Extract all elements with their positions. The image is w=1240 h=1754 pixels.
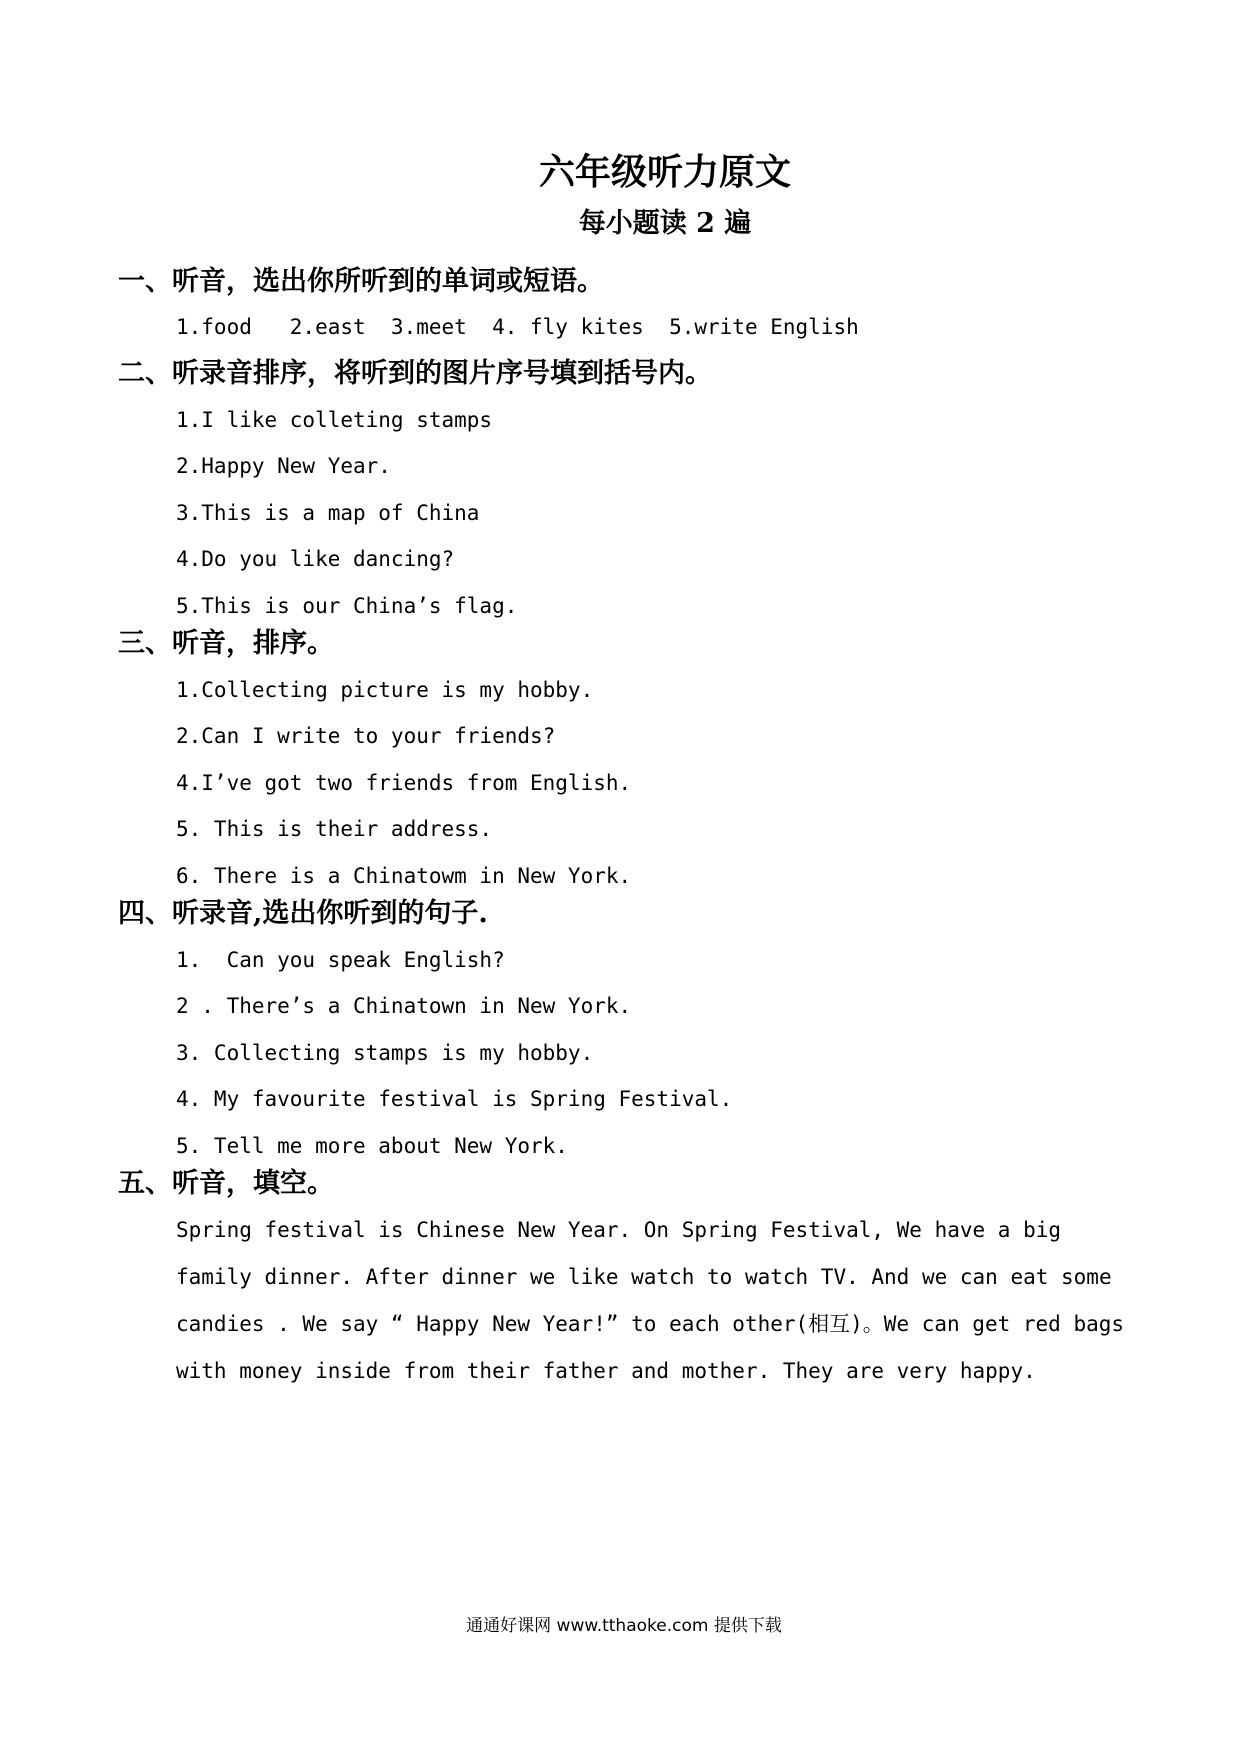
section-3-line-3: 4.I’ve got two friends from English.: [176, 771, 632, 795]
section-3-line-4: 5. This is their address.: [176, 817, 493, 841]
document-subtitle: 每小题读 2 遍: [578, 208, 752, 239]
paragraph-line-3: candies . We say “ Happy New Year!” to each other(相互)。We can get red bags: [176, 1312, 1125, 1336]
section-4-line-2: 2 . There’s a Chinatown in New York.: [176, 994, 632, 1018]
document-title: 六年级听力原文: [538, 151, 791, 193]
section-2-line-3: 3.This is a map of China: [176, 501, 480, 525]
section-4-line-4: 4. My favourite festival is Spring Festival.: [176, 1087, 733, 1111]
paragraph-line-4: with money inside from their father and mother. They are very happy.: [176, 1359, 1036, 1383]
section-3-line-1: 1.Collecting picture is my hobby.: [176, 678, 594, 702]
section-4-line-5: 5. Tell me more about New York.: [176, 1134, 568, 1158]
section-heading-5: 五、听音，填空。: [118, 1168, 334, 1199]
section-heading-1: 一、听音，选出你所听到的单词或短语。: [118, 266, 604, 297]
section-heading-3: 三、听音，排序。: [118, 628, 334, 659]
paragraph-line-2: family dinner. After dinner we like watch to watch TV. And we can eat some: [176, 1265, 1112, 1289]
section-heading-2: 二、听录音排序，将听到的图片序号填到括号内。: [118, 358, 712, 389]
section-2-line-1: 1.I like colleting stamps: [176, 408, 493, 432]
section-2-line-2: 2.Happy New Year.: [176, 454, 391, 478]
section-4-line-1: 1. Can you speak English?: [176, 948, 505, 972]
section-heading-4: 四、听录音,选出你听到的句子.: [118, 898, 488, 929]
section-2-line-4: 4.Do you like dancing?: [176, 547, 455, 571]
page-footer: 通通好课网 www.tthaoke.com 提供下载: [466, 1616, 782, 1636]
section-3-line-2: 2.Can I write to your friends?: [176, 724, 556, 748]
section-4-line-3: 3. Collecting stamps is my hobby.: [176, 1041, 594, 1065]
paragraph-line-1: Spring festival is Chinese New Year. On Spring Festival, We have a big: [176, 1218, 1062, 1242]
section-2-line-5: 5.This is our China’s flag.: [176, 594, 518, 618]
section-3-line-5: 6. There is a Chinatowm in New York.: [176, 864, 632, 888]
section-1-line-1: 1.food 2.east 3.meet 4. fly kites 5.write English: [176, 315, 859, 339]
